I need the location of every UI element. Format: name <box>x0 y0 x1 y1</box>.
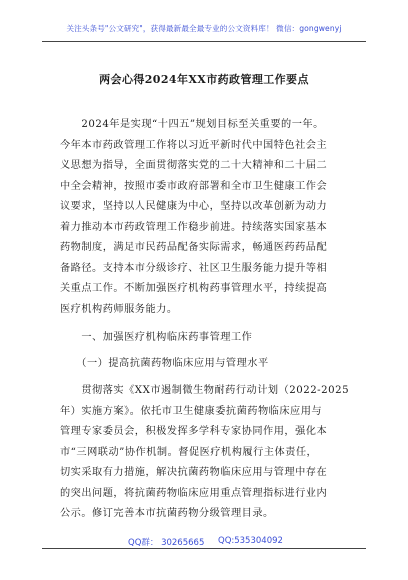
paragraph-line: 贯彻落实《XX市遏制微生物耐药行动计划（2022-2025 <box>60 385 350 396</box>
paragraph-line: 切实采取有力措施，解决抗菌药物临床应用与管理中存在 <box>60 467 328 478</box>
paragraph-line: 义思想为指导，全面贯彻落实党的二十大精神和二十届二 <box>60 160 328 171</box>
heading-line: （一）提高抗菌药物临床应用与管理水平 <box>60 358 269 369</box>
paragraph-line: 议要求，坚持以人民健康为中心，坚持以改革创新为动力 <box>60 201 328 212</box>
paragraph-line: 公示。修订完善本市抗菌药物分级管理目录。 <box>60 508 274 519</box>
paragraph-line: 医疗机构药师服务能力。 <box>60 303 178 315</box>
paragraph-line: 今年本市药政管理工作将以习近平新时代中国特色社会主 <box>60 139 328 151</box>
header-banner: 关注头条号"公文研究"，获得最新最全最专业的公文资料库！ 微信：gongwenyj <box>66 24 342 33</box>
paragraph-line: 市“三网联动”协作机制。督促医疗机构履行主体责任， <box>60 446 318 458</box>
paragraph-line: 管理专家委员会，积极发挥多学科专家协同作用，强化本 <box>60 426 328 437</box>
document-title: 两会心得2024年XX市药政管理工作要点 <box>99 73 309 86</box>
paragraph-line: 2024年是实现“十四五”规划目标至关重要的一年。 <box>60 119 324 130</box>
paragraph-line: 药物制度，满足市民药品配备实际需求，畅通医药药品配 <box>60 242 328 253</box>
section-heading-2 <box>60 354 350 375</box>
section-paragraph <box>60 381 350 525</box>
header-divider <box>42 41 366 42</box>
section-heading-1 <box>60 328 350 349</box>
intro-paragraph <box>60 115 350 320</box>
footer-qq: QQ:535304092 <box>218 536 283 546</box>
paragraph-line: 的突出问题，将抗菌药物临床应用重点管理指标进行业内 <box>60 487 328 499</box>
paragraph-line: 备路径。支持本市分级诊疗、社区卫生服务能力提升等相 <box>60 262 328 274</box>
footer-qq-group: QQ群： 30265665 <box>128 538 205 548</box>
paragraph-line: 着力推动本市药政管理工作稳步前进。持续落实国家基本 <box>60 221 328 233</box>
footer-divider <box>42 548 366 549</box>
heading-line: 一、加强医疗机构临床药事管理工作 <box>60 332 253 343</box>
paragraph-line: 关重点工作。不断加强医疗机构药事管理水平，持续提高 <box>60 283 328 294</box>
paragraph-line: 年）实施方案》。依托市卫生健康委抗菌药物临床应用与 <box>60 405 323 417</box>
paragraph-line: 中全会精神，按照市委市政府部署和全市卫生健康工作会 <box>60 180 328 192</box>
